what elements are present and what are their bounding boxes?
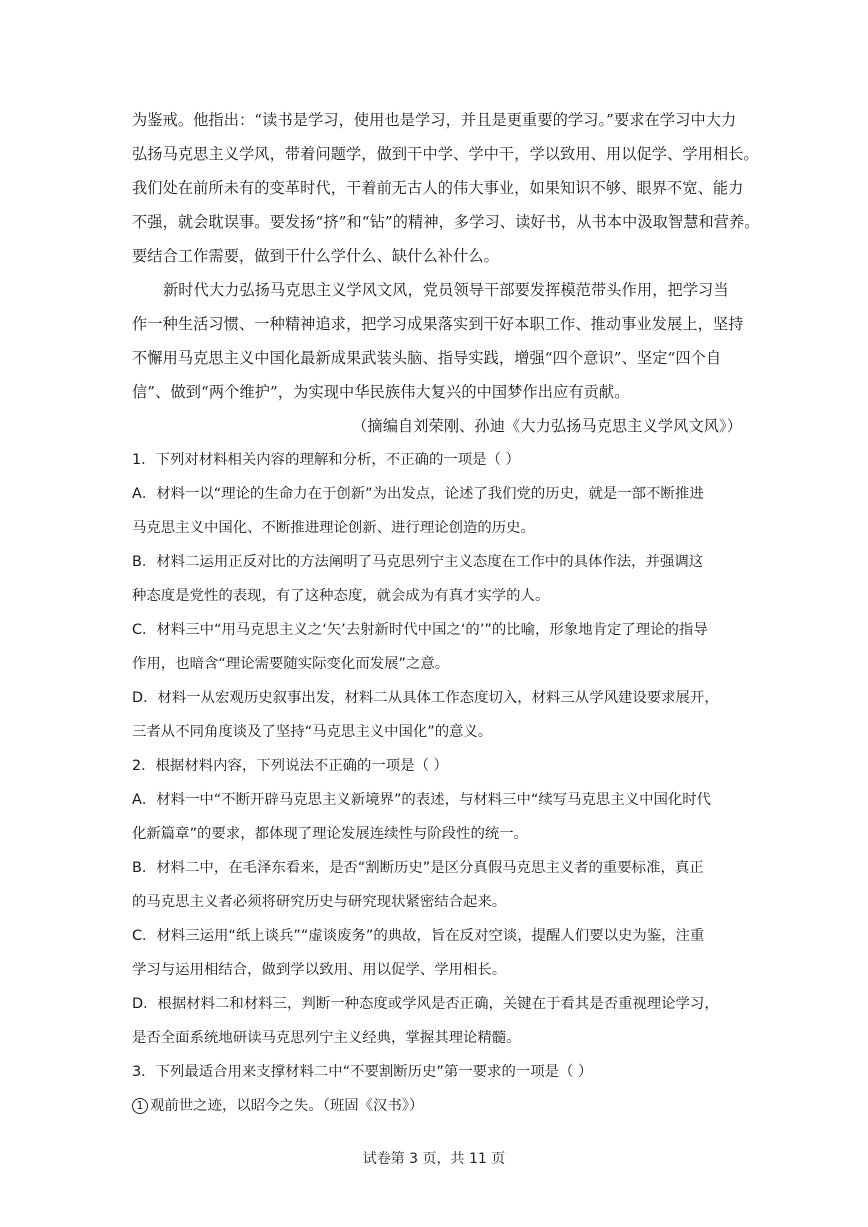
page-footer: 试卷第 3 页，共 11 页 <box>362 1151 506 1167</box>
question-2-stem: 2．根据材料内容，下列说法不正确的一项是（ ） <box>132 758 448 774</box>
question-3-item-1-text: 观前世之迹，以昭今之失。（班固《汉书》） <box>150 1098 424 1114</box>
question-1-option-a-cont: 马克思主义中国化、不断推进理论创新、进行理论创造的历史。 <box>132 520 535 536</box>
question-1-option-c: C．材料三中“用马克思主义之‘矢’去射新时代中国之‘的’”的比喻，形象地肯定了理论的指导 <box>132 622 708 638</box>
passage-source: （摘编自刘荣刚、孙迪《大力弘扬马克思主义学风文风》） <box>352 417 742 435</box>
question-2-option-c: C．材料三运用“纸上谈兵”“虚谈废务”的典故，旨在反对空谈，提醒人们要以史为鉴，注重 <box>132 928 705 944</box>
passage-line: 作一种生活习惯、一种精神追求，把学习成果落实到干好本职工作、推动事业发展上，坚持 <box>132 315 744 333</box>
question-2-option-b: B．材料二中，在毛泽东看来，是否“割断历史”是区分真假马克思主义者的重要标准，真正 <box>132 860 704 876</box>
question-2-option-d: D．根据材料二和材料三，判断一种态度或学风是否正确，关键在于看其是否重视理论学习， <box>132 996 719 1012</box>
passage-line: 弘扬马克思主义学风，带着问题学，做到干中学、学中干，学以致用、用以促学、学用相长。 <box>132 145 759 163</box>
passage-line: 不强，就会耽误事。要发扬“挤”和“钻”的精神，多学习、读好书，从书本中汲取智慧和营养。 <box>132 213 760 231</box>
question-1-option-a: A．材料一以“理论的生命力在于创新”为出发点，论述了我们党的历史，就是一部不断推进 <box>132 486 704 502</box>
question-2-option-b-cont: 的马克思主义者必须将研究历史与研究现状紧密结合起来。 <box>132 894 507 910</box>
question-3-item-1 <box>132 1089 742 1123</box>
question-1-option-b: B．材料二运用正反对比的方法阐明了马克思列宁主义态度在工作中的具体作法，并强调这 <box>132 554 704 570</box>
question-1-option-d: D．材料一从宏观历史叙事出发，材料二从具体工作态度切入，材料三从学风建设要求展开， <box>132 690 719 706</box>
question-1-option-b-cont: 种态度是党性的表现，有了这种态度，就会成为有真才实学的人。 <box>132 588 550 604</box>
passage-line: 要结合工作需要，做到干什么学什么、缺什么补什么。 <box>132 247 499 265</box>
passage-line: 不懈用马克思主义中国化最新成果武装头脑、指导实践，增强“四个意识”、坚定“四个自 <box>132 349 722 367</box>
passage-line: 为鉴戒。他指出：“读书是学习，使用也是学习，并且是更重要的学习。”要求在学习中大力 <box>132 111 737 129</box>
question-2-option-a-cont: 化新篇章”的要求，都体现了理论发展连续性与阶段性的统一。 <box>132 826 529 842</box>
question-1-option-d-cont: 三者从不同角度谈及了坚持“马克思主义中国化”的意义。 <box>132 724 493 740</box>
passage-line: 我们处在前所未有的变革时代，干着前无古人的伟大事业，如果知识不够、眼界不宽、能力 <box>132 179 744 197</box>
question-2-option-a: A．材料一中“不断开辟马克思主义新境界”的表述，与材料三中“续写马克思主义中国化时代 <box>132 792 712 808</box>
page-content <box>132 103 760 1123</box>
passage-line: 新时代大力弘扬马克思主义学风文风，党员领导干部要发挥模范带头作用，把学习当 <box>163 281 729 299</box>
question-2-option-d-cont: 是否全面系统地研读马克思列宁主义经典，掌握其理论精髓。 <box>132 1030 521 1046</box>
question-2-option-c-cont: 学习与运用相结合，做到学以致用、用以促学、学用相长。 <box>132 962 507 978</box>
circled-number-marker: 1 <box>132 1098 148 1114</box>
passage-line: 信”、做到“两个维护”，为实现中华民族伟大复兴的中国梦作出应有贡献。 <box>132 383 630 401</box>
question-1-stem: 1．下列对材料相关内容的理解和分析，不正确的一项是（ ） <box>132 452 520 468</box>
question-3-stem: 3．下列最适合用来支撑材料二中“不要割断历史”第一要求的一项是（ ） <box>132 1064 593 1080</box>
question-1-option-c-cont: 作用，也暗含“理论需要随实际变化而发展”之意。 <box>132 656 450 672</box>
